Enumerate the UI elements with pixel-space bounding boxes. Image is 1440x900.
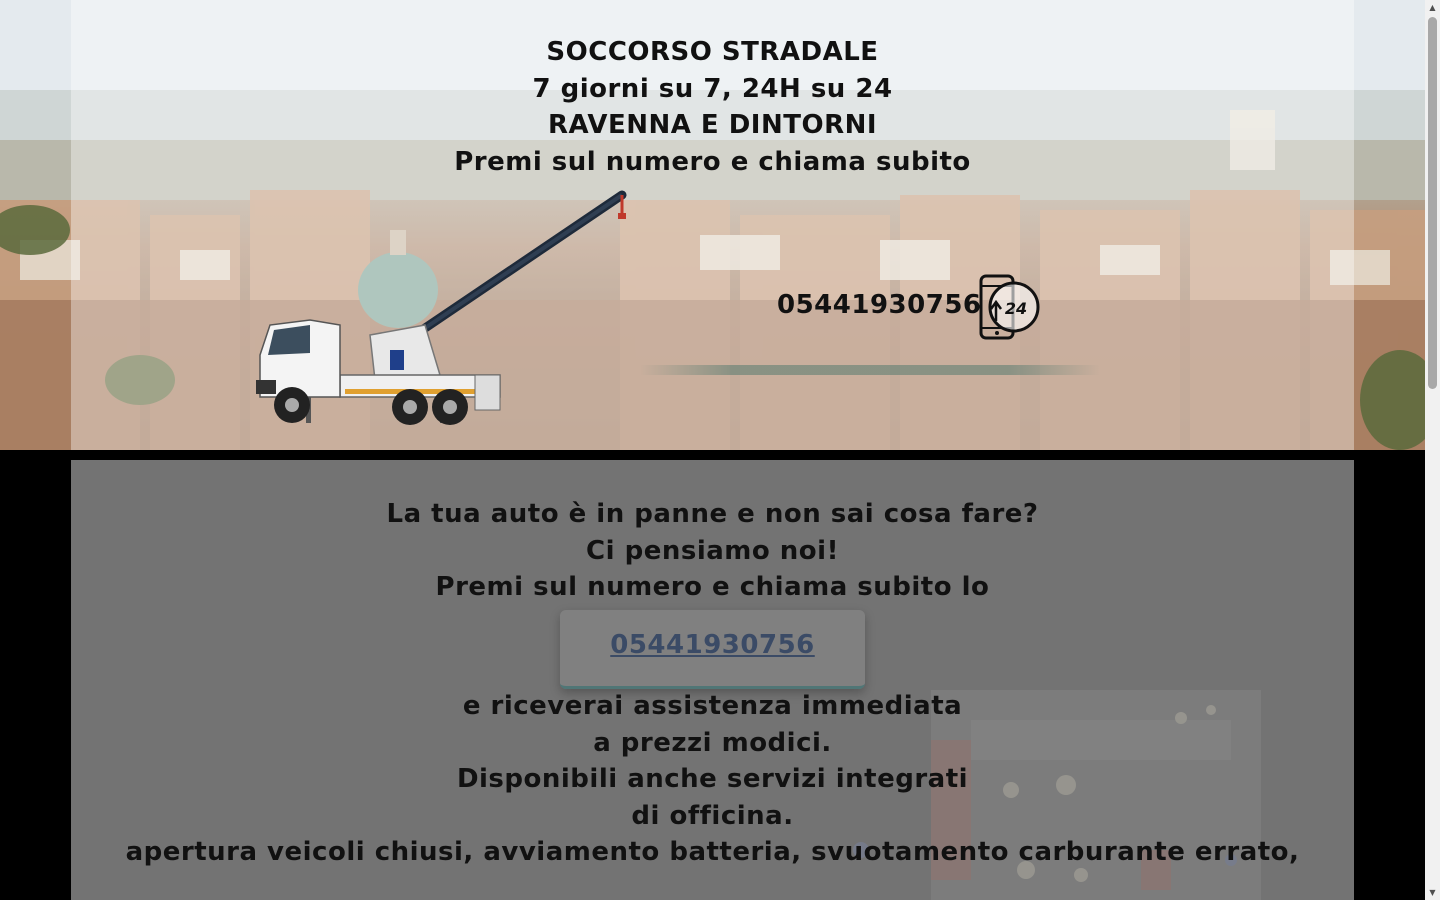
intro-line-3: Premi sul numero e chiama subito lo: [435, 572, 990, 602]
intro-line-2: Ci pensiamo noi!: [586, 535, 839, 566]
hero-line-1: SOCCORSO STRADALE: [546, 37, 879, 67]
scrollbar-thumb[interactable]: [1428, 17, 1437, 389]
services-line-3: Disponibili anche servizi integrati: [456, 764, 969, 794]
services-line-4: di officina.: [631, 800, 794, 831]
services-line-1: e riceverai assistenza immediata: [462, 691, 963, 721]
services-line-2: a prezzi modici.: [593, 727, 832, 758]
hero-phone-underline: [640, 365, 1100, 375]
hero-section: [0, 0, 1425, 450]
tow-truck-image: [250, 185, 630, 435]
hero-phone-link[interactable]: 05441930756: [777, 290, 982, 320]
hero-headline: [71, 34, 1354, 180]
hero-line-3: RAVENNA E DINTORNI: [547, 110, 878, 140]
services-text: [71, 688, 1354, 871]
svg-text:24: 24: [1004, 299, 1028, 318]
scroll-up-arrow-icon[interactable]: ▲: [1429, 3, 1436, 12]
content-phone-link[interactable]: 05441930756: [610, 630, 815, 660]
vertical-scrollbar[interactable]: [1425, 0, 1440, 900]
phone-24h-icon[interactable]: [978, 274, 1042, 344]
scroll-down-arrow-icon[interactable]: ▼: [1429, 888, 1436, 897]
intro-text: [71, 496, 1354, 606]
hero-line-2: 7 giorni su 7, 24H su 24: [532, 73, 893, 104]
content-section: [0, 450, 1425, 900]
hero-line-4: Premi sul numero e chiama subito: [454, 146, 971, 177]
intro-line-1: La tua auto è in panne e non sai cosa fare?: [386, 499, 1039, 529]
services-line-5: apertura veicoli chiusi, avviamento batteria, svuotamento carburante errato,: [125, 837, 1300, 867]
